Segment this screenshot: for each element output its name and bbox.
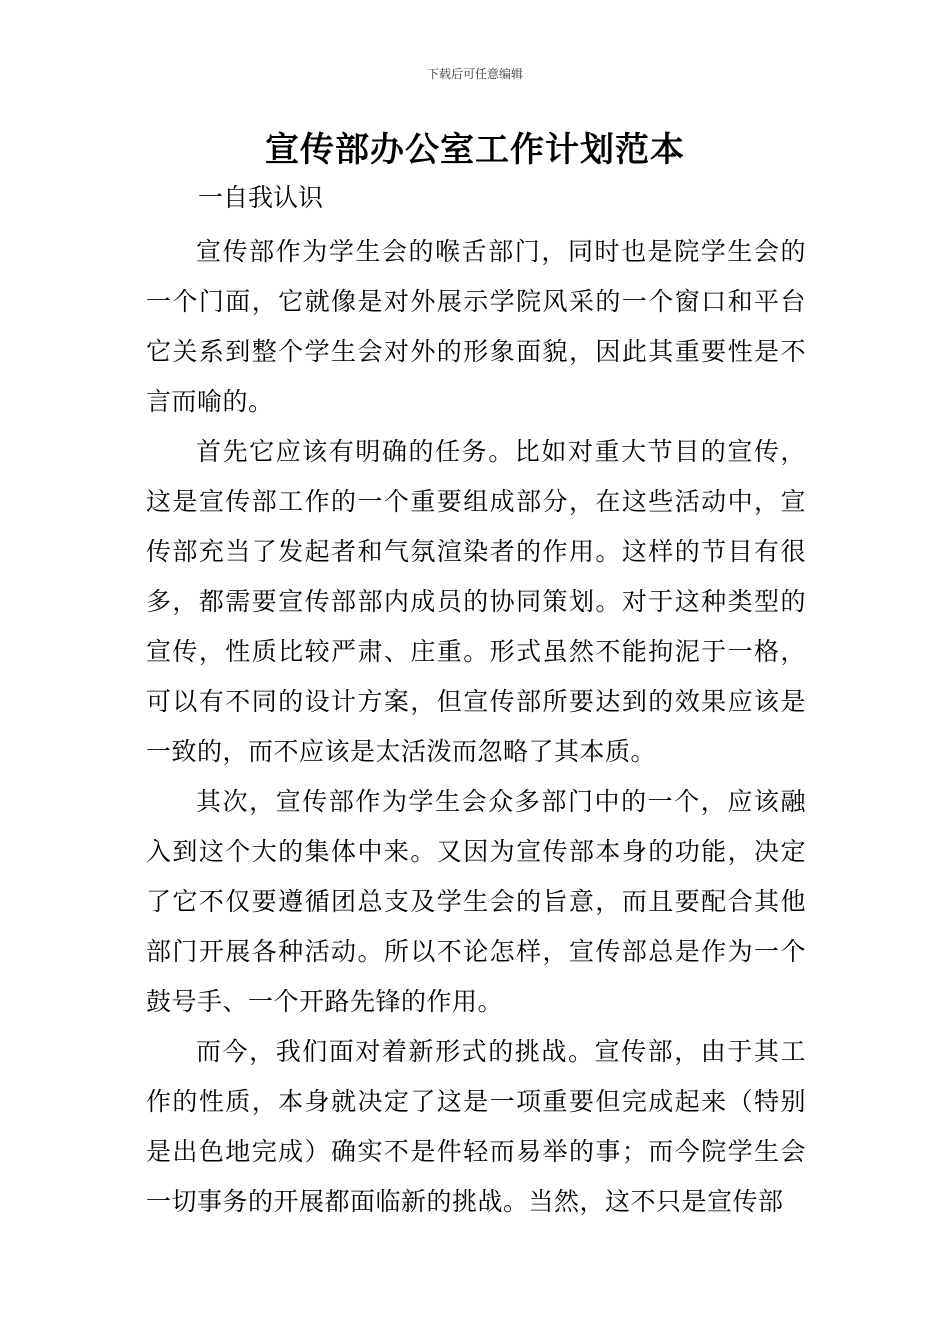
paragraph-4: 而今，我们面对着新形式的挑战。宣传部，由于其工作的性质，本身就决定了这是一项重要但完成起来（特别是出色地完成）确实不是件轻而易举的事；而今院学生会一切事务的开展都面临新的挑战。当然，这不只是宣传部	[146, 1037, 806, 1216]
document-body	[146, 227, 806, 1227]
paragraph-1: 宣传部作为学生会的喉舌部门，同时也是院学生会的一个门面，它就像是对外展示学院风采的一个窗口和平台它关系到整个学生会对外的形象面貌，因此其重要性是不言而喻的。	[146, 237, 806, 416]
document-title: 宣传部办公室工作计划范本	[265, 130, 685, 170]
section-heading: 一自我认识	[198, 183, 324, 212]
paragraph-3: 其次，宣传部作为学生会众多部门中的一个，应该融入到这个大的集体中来。又因为宣传部本身的功能，决定了它不仅要遵循团总支及学生会的旨意，而且要配合其他部门开展各种活动。所以不论怎样，宣传部总是作为一个鼓号手、一个开路先锋的作用。	[146, 787, 806, 1016]
header-note: 下载后可任意编辑	[426, 67, 523, 81]
paragraph-2: 首先它应该有明确的任务。比如对重大节目的宣传，这是宣传部工作的一个重要组成部分，在这些活动中，宣传部充当了发起者和气氛渲染者的作用。这样的节目有很多，都需要宣传部部内成员的协同策划。对于这种类型的宣传，性质比较严肃、庄重。形式虽然不能拘泥于一格，可以有不同的设计方案，但宣传部所要达到的效果应该是一致的，而不应该是太活泼而忽略了其本质。	[146, 437, 806, 766]
